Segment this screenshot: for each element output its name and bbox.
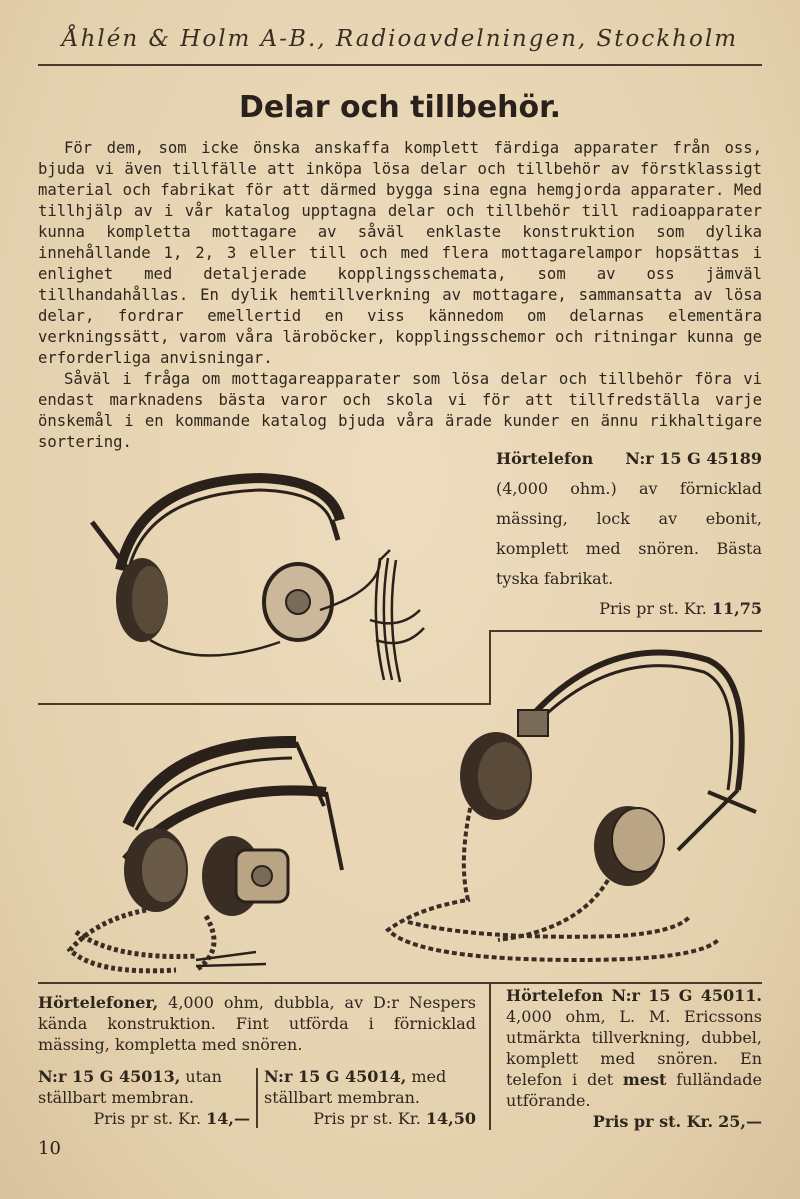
page-title: Delar och tillbehör. <box>238 90 562 125</box>
product-nesper-desc: 4,000 ohm, dubbla, av D:r Nespers kända konstruktion. Fint utförda i förnicklad mässing, kompletta med snören. <box>38 993 476 1054</box>
divider-variant-columns <box>256 1068 258 1128</box>
product-45189-price-line <box>496 594 762 624</box>
product-45189-price-label: Pris pr st. Kr. <box>599 599 707 618</box>
product-45011-emph: mest <box>622 1070 667 1089</box>
product-45014-price: 14,50 <box>425 1109 476 1128</box>
product-45011-name: Hörtelefon N:r 15 G 45011. <box>506 986 762 1005</box>
page-number: 10 <box>38 1138 61 1159</box>
product-45011 <box>506 985 762 1132</box>
product-45011-price: 25,— <box>718 1112 762 1131</box>
product-nesper <box>38 992 476 1055</box>
intro-paragraph-2: Såväl i fråga om mottagareapparater som lösa delar och tillbehör föra vi endast marknadens bästa varor och skola vi för att tillfredställa varje önskemål i en kommande katalog bjuda våra ärade kunder en ännu rikhaltigare sortering. <box>38 370 762 451</box>
page-header: Åhlén & Holm A-B., Radioavdelningen, Stockholm <box>61 26 739 52</box>
product-45189-heading <box>496 444 762 474</box>
intro-paragraph-1: För dem, som icke önska anskaffa komplett färdiga apparater från oss, bjuda vi även tillfälle att inköpa lösa delar och tillbehör av förstklassigt material och fabrikat för att därmed bygga sina egna hemgjorda apparater. Med tillhjälp av i vår katalog upptagna delar och tillbehör till radioapparater kunna kompletta mottagare av såväl enklaste konstruktion som dylika innehållande 1, 2, 3 eller till och med flera mottagarelampor hopsättas i enlighet med detaljerade kopplingsschemata, som av oss jämväl tillhandahållas. En dylik hemtillverkning av mottagare, sammansatta av lösa delar, fordrar emellertid en viss kännedom om delarnas elementära verkningssätt, varom våra läroböcker, kopplingsschemor och ritningar kunna ge erforderliga anvisningar. <box>38 139 762 367</box>
product-45014-line <box>264 1066 476 1108</box>
product-45014 <box>264 1066 476 1129</box>
product-45013 <box>38 1066 250 1129</box>
intro-text <box>38 138 762 453</box>
product-45014-price-line <box>264 1108 476 1129</box>
product-45011-desc2: fulländade utförande. <box>506 1070 762 1110</box>
divider-vertical-lower <box>489 982 491 1130</box>
product-45011-body <box>506 985 762 1111</box>
headphone-ericsson-illustration <box>378 640 762 980</box>
header-rule <box>38 64 762 66</box>
product-45013-text: utan ställbart membran. <box>38 1067 222 1107</box>
product-45011-price-label: Pris pr st. Kr. <box>592 1112 714 1131</box>
headphone-double-illustration <box>56 720 366 985</box>
product-45189-number: N:r 15 G 45189 <box>625 449 762 468</box>
product-45013-price-label: Pris pr st. Kr. <box>93 1109 202 1128</box>
product-45189 <box>496 444 762 624</box>
product-45013-price: 14,— <box>206 1109 250 1128</box>
product-45014-price-label: Pris pr st. Kr. <box>313 1109 421 1128</box>
product-nesper-desc-block <box>38 992 476 1055</box>
product-45189-name: Hörtelefon <box>496 449 594 468</box>
product-45014-text: med ställbart membran. <box>264 1067 447 1107</box>
product-45011-price-line <box>506 1111 762 1132</box>
product-45013-price-line <box>38 1108 250 1129</box>
product-45011-desc: 4,000 ohm, L. M. Ericssons utmärkta tillverkning, dubbel, komplett med snören. En telefon i det <box>506 1007 762 1089</box>
product-45189-desc: (4,000 ohm.) av förnicklad mässing, lock av ebonit, komplett med snören. Bästa tyska fabrikat. <box>496 479 762 588</box>
product-45014-number: N:r 15 G 45014, <box>264 1067 407 1086</box>
product-nesper-name: Hörtelefoner, <box>38 993 159 1012</box>
product-45013-line <box>38 1066 250 1108</box>
divider-right-mid <box>489 630 762 632</box>
product-45189-price: 11,75 <box>711 599 762 618</box>
product-45013-number: N:r 15 G 45013, <box>38 1067 181 1086</box>
